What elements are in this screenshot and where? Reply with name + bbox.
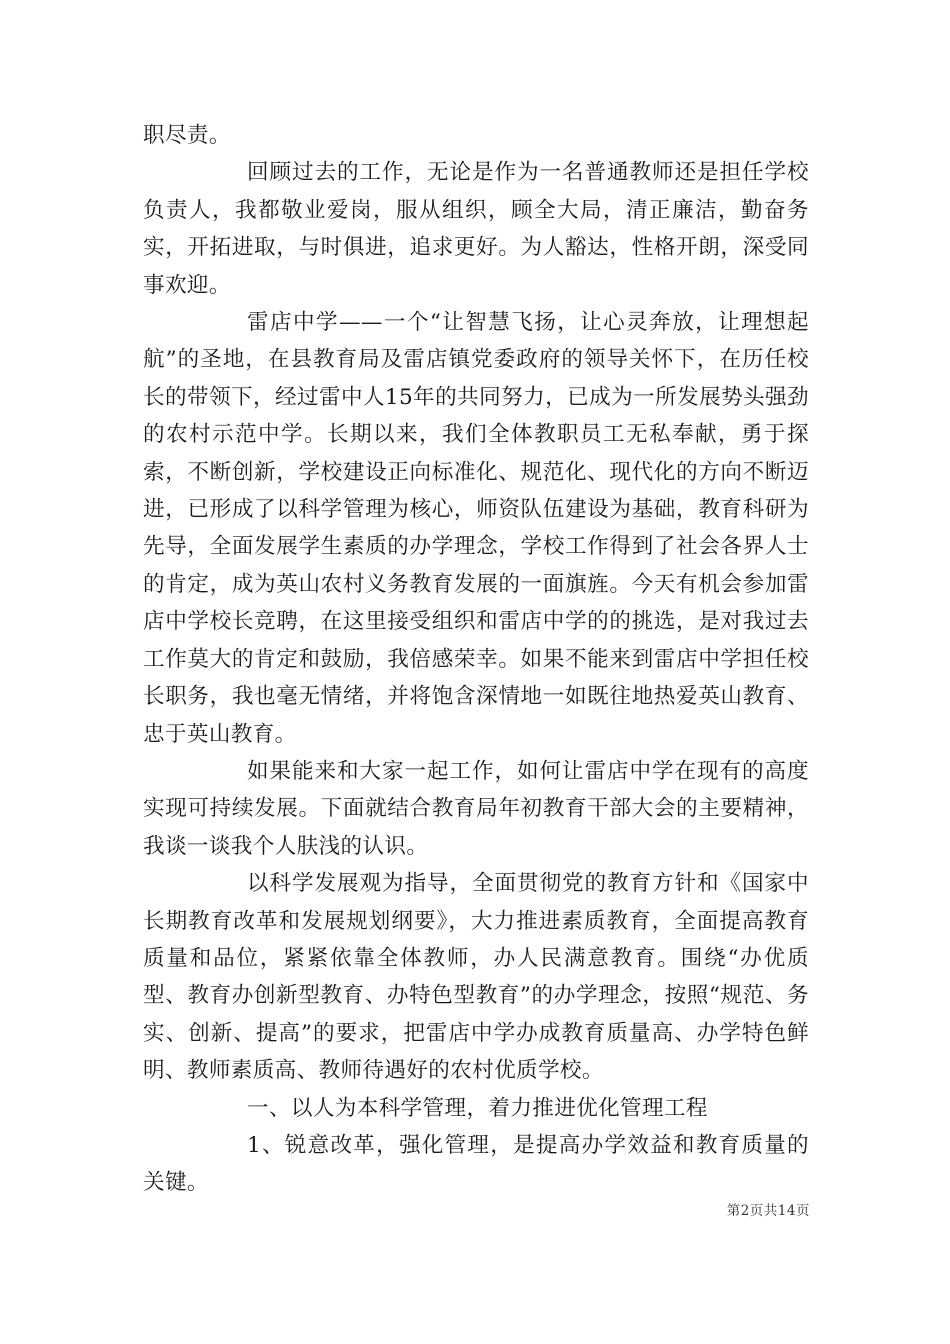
paragraph-guiding-principle: 以科学发展观为指导，全面贯彻党的教育方针和《国家中长期教育改革和发展规划纲要》，大力推进素质教育，全面提高教育质量和品位，紧紧依靠全体教师，办人民满意教育。围绕“办优质型、教育办创新型教育、办特色型教育”的办学理念，按照“规范、务实、创新、提高”的要求，把雷店中学办成教育质量高、办学特色鲜明、教师素质高、教师待遇好的农村优质学校。 <box>143 871 809 1084</box>
paragraph-sustainable-development: 如果能来和大家一起工作，如何让雷店中学在现有的高度实现可持续发展。下面就结合教育局年初教育干部大会的主要精神，我谈一谈我个人肤浅的认识。 <box>143 758 809 859</box>
paragraph-work-review: 回顾过去的工作，无论是作为一名普通教师还是担任学校负责人，我都敬业爱岗，服从组织，顾全大局，清正廉洁，勤奋务实，开拓进取，与时俱进，追求更好。为人豁达，性格开朗，深受同事欢迎。 <box>143 160 809 298</box>
paragraph-school-intro: 雷店中学——一个“让智慧飞扬，让心灵奔放，让理想起航”的圣地，在县教育局及雷店镇党委政府的领导关怀下，在历任校长的带领下，经过雷中人15年的共同努力，已成为一所发展势头强劲的农村示范中学。长期以来，我们全体教职员工无私奉献，勇于探索，不断创新，学校建设正向标准化、规范化、现代化的方向不断迈进，已形成了以科学管理为核心，师资队伍建设为基础，教育科研为先导，全面发展学生素质的办学理念，学校工作得到了社会各界人士的肯定，成为英山农村义务教育发展的一面旗旌。今天有机会参加雷店中学校长竞聘，在这里接受组织和雷店中学的的挑选，是对我过去工作莫大的肯定和鼓励，我倍感荣幸。如果不能来到雷店中学担任校长职务，我也毫无情绪，并将饱含深情地一如既往地热爱英山教育、忠于英山教育。 <box>143 310 809 747</box>
subsection-1-1: 1、锐意改革，强化管理，是提高办学效益和教育质量的关键。 <box>143 1132 809 1196</box>
section-heading-1: 一、以人为本科学管理，着力推进优化管理工程 <box>247 1095 708 1121</box>
paragraph-continuation: 职尽责。 <box>143 123 231 148</box>
page-number: 第2页共14页 <box>726 1203 810 1219</box>
document-body <box>143 117 809 1202</box>
